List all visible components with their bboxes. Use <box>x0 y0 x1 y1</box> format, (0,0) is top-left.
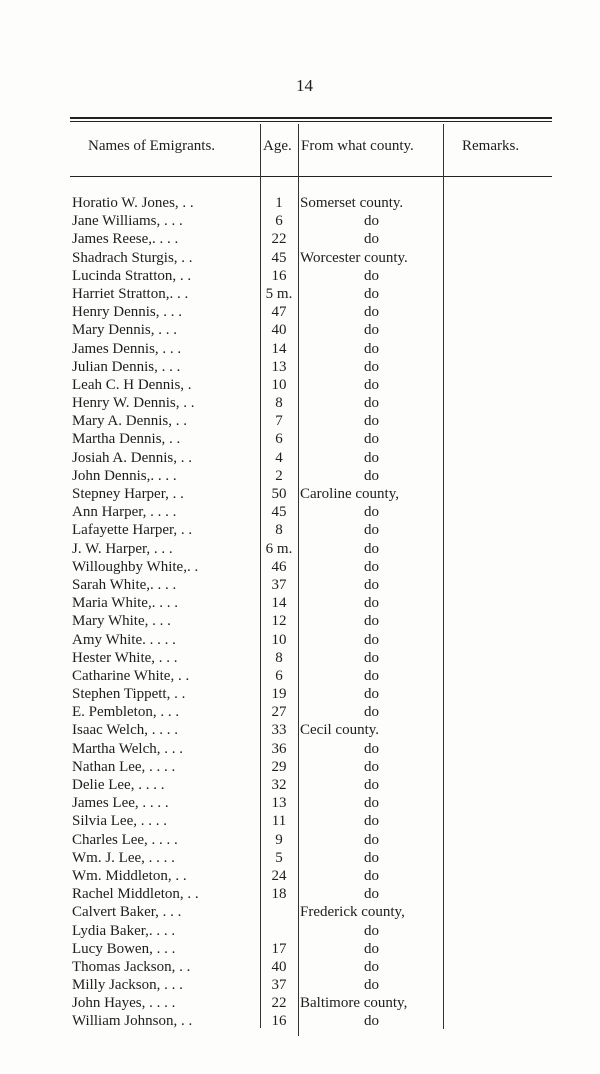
emigrant-name: Thomas Jackson, . . <box>72 958 191 975</box>
page-number: 14 <box>296 76 313 95</box>
emigrant-name: Harriet Stratton,. . . <box>72 285 189 302</box>
emigrant-age: 37 <box>271 977 287 994</box>
emigrant-name: Sarah White,. . . . <box>72 576 177 593</box>
table-row <box>70 230 450 248</box>
emigrant-age: 40 <box>271 322 287 339</box>
emigrant-county: do <box>364 558 379 575</box>
emigrant-county: do <box>364 813 379 830</box>
table-row <box>70 740 450 758</box>
emigrant-county: do <box>364 922 379 939</box>
emigrant-name: James Lee, . . . . <box>72 795 169 812</box>
emigrant-name: Catharine White, . . <box>72 667 190 684</box>
emigrant-county: do <box>364 576 379 593</box>
emigrant-age: 5 m. <box>265 285 293 302</box>
emigrant-name: Isaac Welch, . . . . <box>72 722 178 739</box>
emigrant-name: Horatio W. Jones, . . <box>72 195 194 211</box>
emigrant-county: do <box>364 704 379 721</box>
table-row <box>70 812 450 830</box>
emigrant-age: 40 <box>271 958 287 975</box>
emigrant-name: Maria White,. . . . <box>72 595 178 612</box>
emigrant-name: Josiah A. Dennis, . . <box>72 449 192 466</box>
emigrant-age: 16 <box>271 267 287 284</box>
emigrant-county: do <box>364 467 379 484</box>
emigrant-name: Hester White, . . . <box>72 649 178 666</box>
table-row <box>70 721 450 739</box>
emigrant-county: do <box>364 686 379 703</box>
emigrant-age: 13 <box>271 795 287 812</box>
emigrant-name: John Hayes, . . . . <box>72 995 176 1012</box>
emigrant-age: 19 <box>271 686 287 703</box>
emigrant-county: do <box>364 977 379 994</box>
emigrant-county: do <box>364 376 379 393</box>
table-row <box>70 412 450 430</box>
emigrant-age: 27 <box>271 704 287 721</box>
emigrant-county: do <box>364 304 379 321</box>
emigrant-county: do <box>364 322 379 339</box>
emigrant-name: Ann Harper, . . . . <box>72 504 177 521</box>
emigrant-age: 8 <box>275 522 283 539</box>
emigrant-county: do <box>364 867 379 884</box>
table-row <box>70 667 450 685</box>
top-double-rule-lower <box>70 121 552 122</box>
emigrant-county: do <box>364 358 379 375</box>
emigrant-name: Henry W. Dennis, . . <box>72 395 195 412</box>
table-row <box>70 594 450 612</box>
emigrant-age: 2 <box>275 467 283 484</box>
table-row <box>70 449 450 467</box>
header-county: From what county. <box>301 138 414 154</box>
table-row <box>70 631 450 649</box>
emigrant-county: Frederick county, <box>300 904 405 921</box>
table-row <box>70 303 450 321</box>
emigrant-name: Rachel Middleton, . . <box>72 886 199 903</box>
table-row <box>70 1012 450 1030</box>
emigrant-county: Worcester county. <box>300 249 408 266</box>
table-row <box>70 321 450 339</box>
table-row <box>70 558 450 576</box>
emigrant-age: 14 <box>271 595 287 612</box>
table-row <box>70 958 450 976</box>
table-row <box>70 885 450 903</box>
emigrant-age: 9 <box>275 831 283 848</box>
emigrant-county: Caroline county, <box>300 486 400 502</box>
table-row <box>70 467 450 485</box>
emigrant-age: 46 <box>271 558 287 575</box>
emigrant-age: 6 m. <box>265 540 293 557</box>
emigrant-county: do <box>364 431 379 448</box>
table-row <box>70 703 450 721</box>
table-row <box>70 831 450 849</box>
emigrant-age: 5 <box>275 849 283 866</box>
emigrant-county: do <box>364 522 379 539</box>
emigrant-name: Leah C. H Dennis, . <box>72 376 192 393</box>
emigrant-age: 10 <box>271 376 287 393</box>
table-row <box>70 903 450 921</box>
emigrant-county: do <box>364 940 379 957</box>
emigrant-name: Martha Welch, . . . <box>72 740 183 757</box>
emigrant-county: do <box>364 504 379 521</box>
table-row <box>70 776 450 794</box>
table-row <box>70 922 450 940</box>
emigrant-county: do <box>364 777 379 793</box>
emigrant-name: William Johnson, . . <box>72 1013 193 1030</box>
emigrant-name: Henry Dennis, . . . <box>72 304 182 321</box>
table-row <box>70 867 450 885</box>
emigrant-age: 45 <box>271 249 287 266</box>
emigrant-name: Shadrach Sturgis, . . <box>72 249 193 266</box>
table-row <box>70 485 450 503</box>
table-row <box>70 249 450 267</box>
header-age: Age. <box>263 138 292 154</box>
table-row <box>70 376 450 394</box>
emigrant-county: do <box>364 740 379 757</box>
emigrant-county: Somerset county. <box>300 195 404 211</box>
top-double-rule-upper <box>70 117 552 119</box>
emigrant-name: Mary A. Dennis, . . <box>72 413 187 430</box>
emigrant-age: 29 <box>271 758 287 775</box>
emigrant-name: John Dennis,. . . . <box>72 467 177 484</box>
table-row <box>70 849 450 867</box>
emigrant-age: 45 <box>271 504 287 521</box>
emigrant-name: Lydia Baker,. . . . <box>72 922 176 939</box>
emigrant-county: do <box>364 413 379 430</box>
emigrant-age: 6 <box>275 431 283 448</box>
emigrant-county: do <box>364 667 379 684</box>
emigrant-name: Stepney Harper, . . <box>72 486 184 502</box>
emigrant-name: Lafayette Harper, . . <box>72 522 193 539</box>
emigrant-name: Lucinda Stratton, . . <box>72 267 192 284</box>
emigrant-name: Silvia Lee, . . . . <box>72 813 167 830</box>
emigrant-county: do <box>364 795 379 812</box>
emigrant-age: 6 <box>275 213 283 230</box>
emigrant-age: 8 <box>275 395 283 412</box>
header-names: Names of Emigrants. <box>88 138 216 154</box>
emigrant-name: Willoughby White,. . <box>72 558 199 575</box>
emigrant-county: do <box>364 649 379 666</box>
emigrant-age: 6 <box>275 667 283 684</box>
emigrant-county: do <box>364 886 379 903</box>
emigrant-name: Milly Jackson, . . . <box>72 977 183 994</box>
emigrant-age: 33 <box>271 722 287 739</box>
emigrant-age: 13 <box>271 358 287 375</box>
emigrant-county: do <box>364 213 379 230</box>
emigrant-county: do <box>364 613 379 630</box>
emigrant-age: 17 <box>271 940 287 957</box>
emigrant-name: Charles Lee, . . . . <box>72 831 178 848</box>
table-row <box>70 212 450 230</box>
table-row <box>70 194 450 212</box>
table-row <box>70 430 450 448</box>
header-remarks: Remarks. <box>462 138 520 154</box>
table-row <box>70 685 450 703</box>
table-row <box>70 758 450 776</box>
table-row <box>70 358 450 376</box>
emigrants-table-body <box>70 194 450 1031</box>
emigrant-county: do <box>364 340 379 357</box>
emigrant-name: Mary Dennis, . . . <box>72 322 177 339</box>
emigrant-age: 22 <box>271 231 287 248</box>
emigrant-name: Wm. Middleton, . . <box>72 867 187 884</box>
emigrant-age: 11 <box>271 813 287 830</box>
table-row <box>70 340 450 358</box>
emigrant-name: James Dennis, . . . <box>72 340 182 357</box>
emigrant-age: 18 <box>271 886 287 903</box>
emigrant-age: 1 <box>275 195 283 211</box>
emigrant-name: Stephen Tippett, . . <box>72 686 186 703</box>
header-bottom-rule <box>70 176 552 177</box>
emigrant-age: 4 <box>275 449 283 466</box>
emigrant-age: 12 <box>271 613 287 630</box>
emigrant-county: do <box>364 540 379 557</box>
emigrant-name: Amy White. . . . . <box>72 631 176 648</box>
emigrant-county: Cecil county. <box>300 722 380 739</box>
table-row <box>70 521 450 539</box>
emigrant-county: do <box>364 758 379 775</box>
emigrant-county: do <box>364 595 379 612</box>
table-row <box>70 612 450 630</box>
emigrant-name: Julian Dennis, . . . <box>72 358 181 375</box>
emigrant-name: Martha Dennis, . . <box>72 431 181 448</box>
emigrant-name: Delie Lee, . . . . <box>72 777 165 793</box>
table-row <box>70 285 450 303</box>
emigrant-age: 37 <box>271 576 287 593</box>
emigrant-age: 32 <box>271 777 287 793</box>
table-row <box>70 649 450 667</box>
emigrant-county: do <box>364 285 379 302</box>
emigrant-name: J. W. Harper, . . . <box>72 540 173 557</box>
emigrant-county: do <box>364 1013 379 1030</box>
emigrant-county: do <box>364 449 379 466</box>
emigrant-name: Lucy Bowen, . . . <box>72 940 176 957</box>
emigrant-county: do <box>364 631 379 648</box>
emigrant-name: Jane Williams, . . . <box>72 213 183 230</box>
emigrant-age: 24 <box>271 867 287 884</box>
table-row <box>70 576 450 594</box>
table-row <box>70 940 450 958</box>
emigrant-name: Nathan Lee, . . . . <box>72 758 176 775</box>
emigrant-county: do <box>364 231 379 248</box>
emigrant-age: 7 <box>275 413 283 430</box>
table-row <box>70 976 450 994</box>
table-row <box>70 794 450 812</box>
emigrant-name: E. Pembleton, . . . <box>72 704 180 721</box>
table-row <box>70 540 450 558</box>
emigrant-county: do <box>364 831 379 848</box>
emigrant-age: 8 <box>275 649 283 666</box>
emigrant-age: 50 <box>271 486 287 502</box>
emigrant-county: do <box>364 267 379 284</box>
emigrant-name: Calvert Baker, . . . <box>72 904 182 921</box>
emigrant-county: Baltimore county, <box>300 995 408 1012</box>
emigrant-age: 14 <box>271 340 287 357</box>
table-row <box>70 994 450 1012</box>
emigrant-name: Wm. J. Lee, . . . . <box>72 849 175 866</box>
emigrant-age: 16 <box>271 1013 287 1030</box>
emigrant-age: 10 <box>271 631 287 648</box>
emigrant-county: do <box>364 395 379 412</box>
table-row <box>70 503 450 521</box>
table-row <box>70 267 450 285</box>
table-row <box>70 394 450 412</box>
emigrant-age: 36 <box>271 740 287 757</box>
emigrant-age: 22 <box>271 995 287 1012</box>
emigrant-county: do <box>364 849 379 866</box>
emigrant-age: 47 <box>271 304 287 321</box>
emigrant-name: James Reese,. . . . <box>72 231 179 248</box>
emigrant-county: do <box>364 958 379 975</box>
emigrant-name: Mary White, . . . <box>72 613 171 630</box>
